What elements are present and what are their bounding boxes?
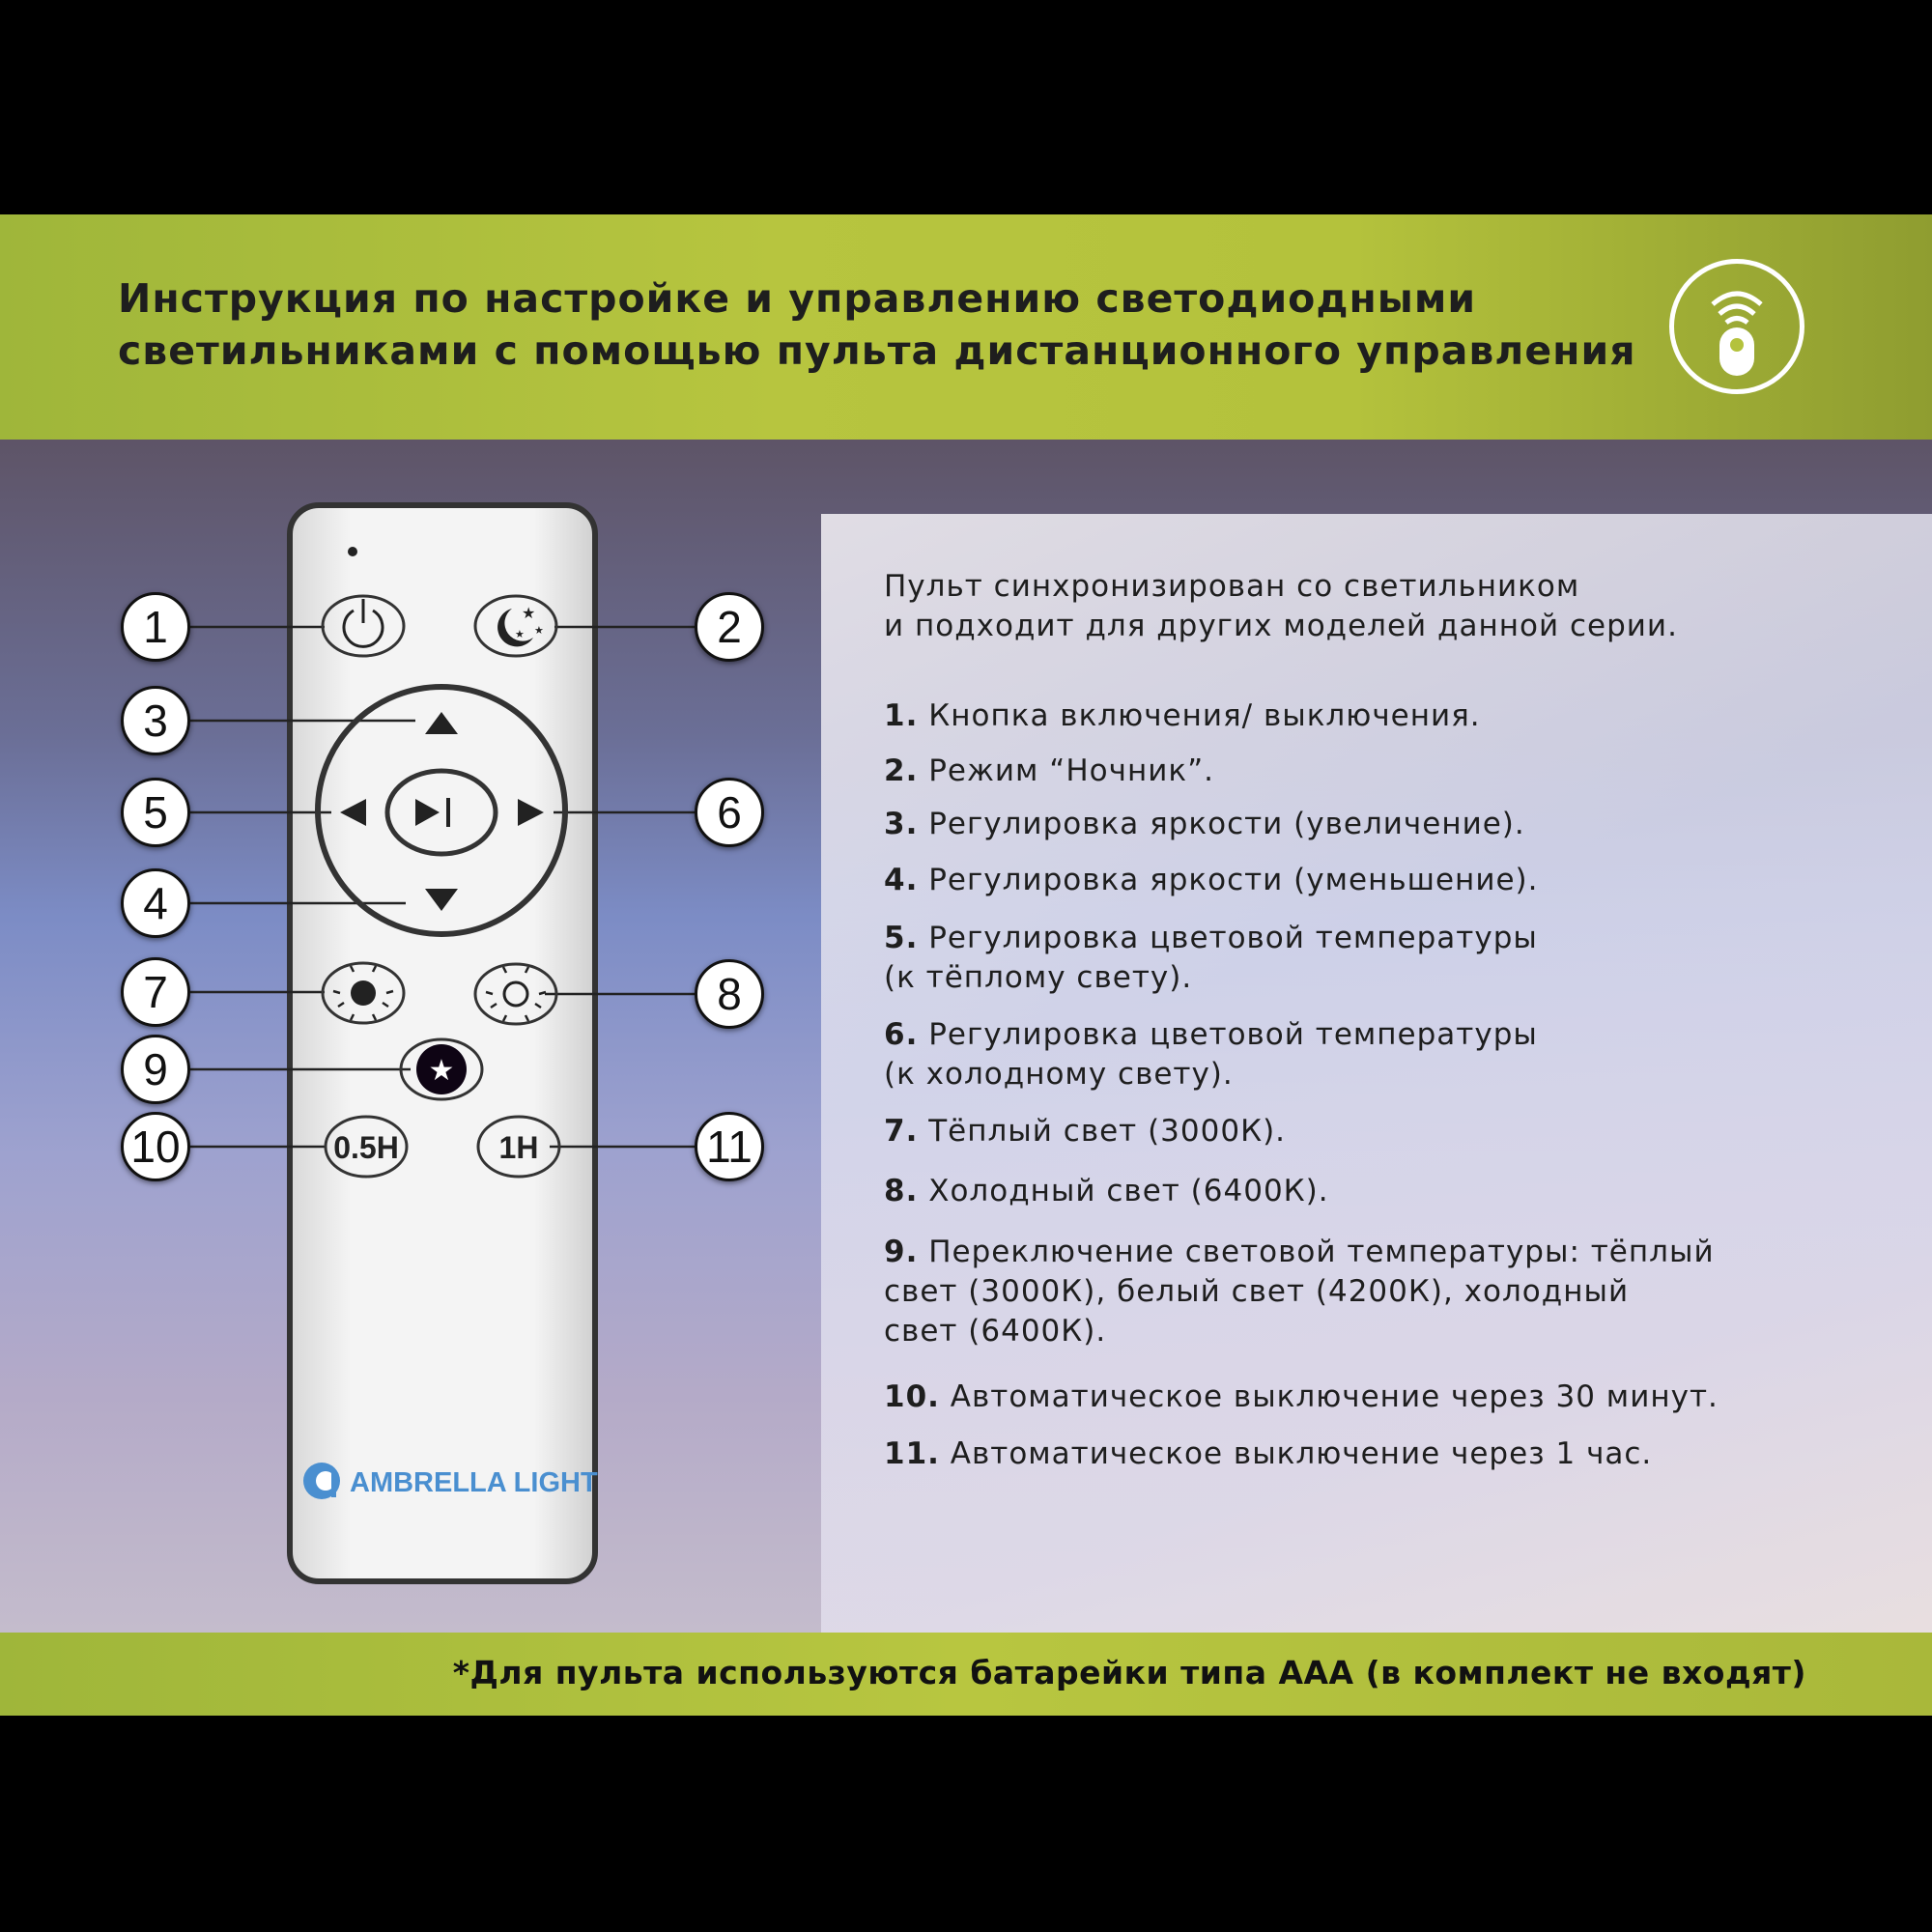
title-line-2: светильниками с помощью пульта дистанционного управления [118, 327, 1636, 374]
item-text: Кнопка включения/ выключения. [928, 698, 1481, 733]
svg-text:0.5H: 0.5H [333, 1130, 399, 1165]
intro-text [884, 567, 1678, 646]
item-9 [884, 1233, 1715, 1351]
item-text: Переключение световой температуры: тёплый [928, 1235, 1715, 1269]
item-8 [884, 1172, 1329, 1211]
callout-2: 2 [695, 592, 764, 662]
item-number: 7. [884, 1114, 919, 1149]
item-text: Регулировка цветовой температуры [928, 921, 1538, 955]
item-text-cont: свет (6400К). [884, 1314, 1107, 1349]
item-number: 8. [884, 1174, 919, 1208]
intro-line-2: и подходит для других моделей данной серии. [884, 609, 1678, 643]
callout-3: 3 [121, 686, 190, 755]
remote-body [290, 505, 595, 1581]
callout-11: 11 [695, 1112, 764, 1181]
item-text: Автоматическое выключение через 1 час. [950, 1436, 1653, 1471]
callout-10: 10 [121, 1112, 190, 1181]
callout-6: 6 [695, 778, 764, 847]
star-icon: ★ [428, 1054, 455, 1088]
battery-note: *Для пульта используются батарейки типа ААА (в комплект не входят) [452, 1654, 1806, 1691]
item-text: Регулировка цветовой температуры [928, 1017, 1538, 1052]
item-text: Холодный свет (6400К). [928, 1174, 1329, 1208]
callout-8: 8 [695, 959, 764, 1029]
item-number: 6. [884, 1017, 919, 1052]
item-11 [884, 1435, 1652, 1474]
callout-1: 1 [121, 592, 190, 662]
svg-text:★: ★ [534, 624, 544, 637]
item-4 [884, 861, 1539, 900]
svg-text:★: ★ [515, 628, 525, 640]
item-number: 5. [884, 921, 919, 955]
item-number: 11. [884, 1436, 940, 1471]
item-number: 10. [884, 1379, 940, 1414]
item-7 [884, 1112, 1286, 1151]
item-text: Автоматическое выключение через 30 минут. [950, 1379, 1719, 1414]
callout-9: 9 [121, 1035, 190, 1104]
item-number: 2. [884, 753, 919, 788]
item-number: 3. [884, 807, 919, 841]
item-text-cont: (к тёплому свету). [884, 960, 1193, 995]
item-text-cont: свет (3000К), белый свет (4200К), холодный [884, 1274, 1630, 1309]
item-2 [884, 752, 1214, 791]
item-6 [884, 1015, 1538, 1094]
item-10 [884, 1378, 1719, 1417]
intro-line-1: Пульт синхронизирован со светильником [884, 569, 1580, 604]
item-number: 4. [884, 863, 919, 897]
svg-text:AMBRELLA LIGHT: AMBRELLA LIGHT [350, 1467, 598, 1498]
svg-text:1H: 1H [498, 1130, 539, 1165]
callout-7: 7 [121, 957, 190, 1027]
item-5 [884, 919, 1538, 998]
callout-4: 4 [121, 868, 190, 938]
item-3 [884, 805, 1525, 844]
item-text: Регулировка яркости (уменьшение). [928, 863, 1539, 897]
item-text: Режим “Ночник”. [928, 753, 1215, 788]
title-line-1: Инструкция по настройке и управлению светодиодными [118, 275, 1477, 322]
item-text-cont: (к холодному свету). [884, 1057, 1234, 1092]
callout-5: 5 [121, 778, 190, 847]
item-text: Регулировка яркости (увеличение). [928, 807, 1525, 841]
svg-text:★: ★ [522, 604, 536, 622]
item-number: 9. [884, 1235, 919, 1269]
item-number: 1. [884, 698, 919, 733]
item-text: Тёплый свет (3000К). [928, 1114, 1287, 1149]
item-1 [884, 696, 1481, 736]
led-indicator [348, 547, 357, 556]
